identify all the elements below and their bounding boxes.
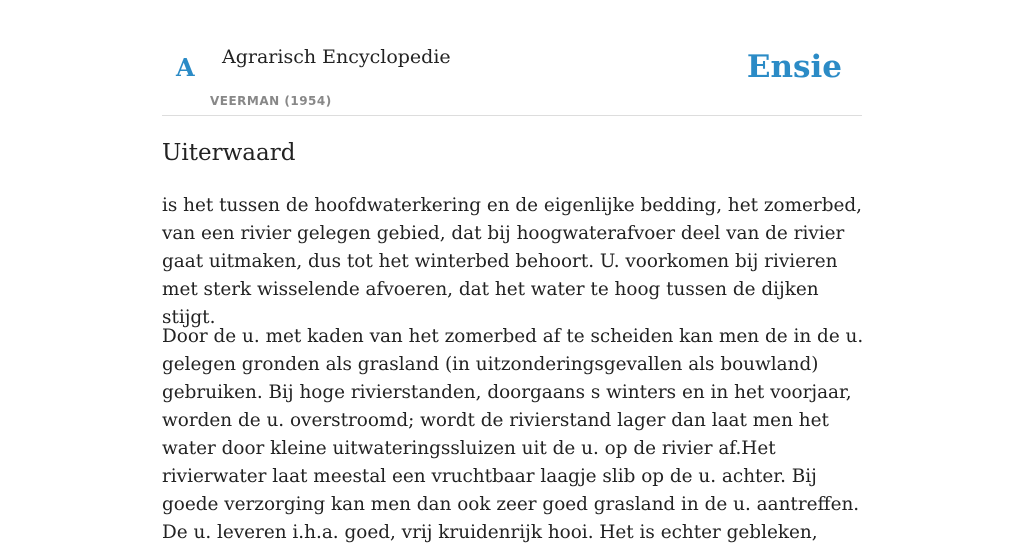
- entry-paragraph-1: is het tussen de hoofdwaterkering en de eigenlijke bedding, het zomerbed, van een rivier gelegen gebied, dat bij hoogwaterafvoer deel van de rivier gaat uitmaken, dus tot het winterbed behoort. U. voorkomen bij rivieren met sterk wisselende afvoeren, dat het water te hoog tussen de dijken stijgt.: [162, 195, 863, 328]
- source-author-link[interactable]: VEERMAN (1954): [210, 94, 332, 108]
- article-page: [162, 0, 864, 543]
- ensie-logo[interactable]: Ensie: [746, 49, 842, 85]
- source-header: [162, 0, 862, 116]
- entry-paragraph-2: Door de u. met kaden van het zomerbed af te scheiden kan men de in de u. gelegen gronden als grasland (in uitzonderingsgevallen als bouwland) gebruiken. Bij hoge rivierstanden, doorgaans s winters en in het voorjaar, worden de u. overstroomd; wordt de rivierstand lager dan laat men het water door kleine uitwateringssluizen uit de u. op de rivier af.Het rivierwater laat meestal een vruchtbaar laagje slib op de u. achter. Bij goede verzorging kan men dan ook zeer goed grasland in de u. aantreffen. De u. leveren i.h.a. goed, vrij kruidenrijk hooi. Het is echter gebleken,: [162, 326, 864, 543]
- source-title-link[interactable]: Agrarisch Encyclopedie: [222, 46, 451, 68]
- entry-title: Uiterwaard: [162, 140, 296, 166]
- source-logo-letter[interactable]: A: [176, 53, 195, 82]
